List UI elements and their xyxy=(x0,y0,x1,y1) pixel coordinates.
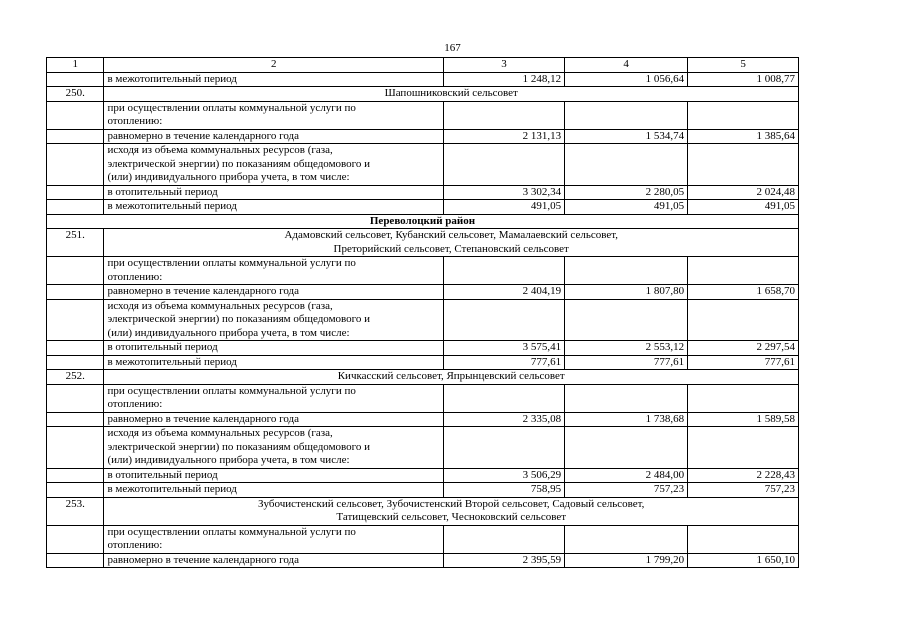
group-row xyxy=(47,229,799,257)
value-col-4: 2 280,05 xyxy=(565,185,688,200)
data-row xyxy=(47,129,799,144)
data-row xyxy=(47,355,799,370)
description-line: при осуществлении оплаты коммунальной услуги по xyxy=(107,384,356,397)
header-col-1: 1 xyxy=(47,58,104,73)
period-label: равномерно в течение календарного года xyxy=(104,129,444,144)
value-col-5: 2 228,43 xyxy=(688,468,799,483)
row-number-empty xyxy=(47,384,104,412)
row-number-empty xyxy=(47,144,104,186)
row-number: 250. xyxy=(47,87,104,102)
period-label: в отопительный период xyxy=(104,468,444,483)
row-number-empty xyxy=(47,185,104,200)
data-row xyxy=(47,285,799,300)
period-label: в межотопительный период xyxy=(104,483,444,498)
description-cell xyxy=(104,525,444,553)
description-line: (или) индивидуального прибора учета, в том числе: xyxy=(107,454,350,466)
row-number-empty xyxy=(47,468,104,483)
group-title-line: Татищевский сельсовет, Чесноковский сельсовет xyxy=(336,511,567,523)
row-number-empty xyxy=(47,72,104,87)
data-row xyxy=(47,553,799,568)
value-cell-empty xyxy=(565,144,688,186)
description-line: электрической энергии) по показаниям общедомового и xyxy=(107,157,371,170)
group-title-cell xyxy=(104,229,799,257)
description-cell xyxy=(104,101,444,129)
value-cell-empty xyxy=(565,427,688,469)
description-row xyxy=(47,299,799,341)
value-cell-empty xyxy=(688,144,799,186)
row-number-empty xyxy=(47,299,104,341)
description-line: электрической энергии) по показаниям общедомового и xyxy=(107,440,371,453)
data-row xyxy=(47,468,799,483)
description-cell xyxy=(104,299,444,341)
value-col-3: 3 575,41 xyxy=(444,341,565,356)
period-label: в межотопительный период xyxy=(104,200,444,215)
row-number: 252. xyxy=(47,370,104,385)
value-cell-empty xyxy=(688,525,799,553)
group-title-line: Шапошниковский сельсовет xyxy=(384,87,518,99)
value-cell-empty xyxy=(565,101,688,129)
value-cell-empty xyxy=(565,384,688,412)
group-row xyxy=(47,370,799,385)
data-row xyxy=(47,412,799,427)
value-col-5: 491,05 xyxy=(688,200,799,215)
region-title: Переволоцкий район xyxy=(47,214,799,229)
period-label: равномерно в течение календарного года xyxy=(104,412,444,427)
value-cell-empty xyxy=(688,427,799,469)
period-label: в отопительный период xyxy=(104,185,444,200)
period-label: в межотопительный период xyxy=(104,72,444,87)
value-col-5: 1 008,77 xyxy=(688,72,799,87)
description-line: электрической энергии) по показаниям общедомового и xyxy=(107,313,371,325)
description-row xyxy=(47,144,799,186)
value-col-5: 1 650,10 xyxy=(688,553,799,568)
row-number-empty xyxy=(47,525,104,553)
row-number-empty xyxy=(47,483,104,498)
row-number: 253. xyxy=(47,497,104,525)
data-row xyxy=(47,483,799,498)
row-number-empty xyxy=(47,257,104,285)
row-number-empty xyxy=(47,427,104,469)
tariff-table xyxy=(46,57,799,568)
value-col-4: 1 056,64 xyxy=(565,72,688,87)
value-col-4: 2 484,00 xyxy=(565,468,688,483)
description-line: (или) индивидуального прибора учета, в том числе: xyxy=(107,171,350,183)
value-col-3: 2 131,13 xyxy=(444,129,565,144)
period-label: равномерно в течение календарного года xyxy=(104,285,444,300)
value-col-3: 2 335,08 xyxy=(444,412,565,427)
description-line: (или) индивидуального прибора учета, в том числе: xyxy=(107,326,350,339)
value-col-4: 777,61 xyxy=(565,355,688,370)
value-cell-empty xyxy=(444,299,565,341)
value-cell-empty xyxy=(444,525,565,553)
description-row xyxy=(47,101,799,129)
description-row xyxy=(47,384,799,412)
description-line: при осуществлении оплаты коммунальной услуги по xyxy=(107,257,356,269)
value-cell-empty xyxy=(444,257,565,285)
value-col-5: 757,23 xyxy=(688,483,799,498)
value-col-3: 1 248,12 xyxy=(444,72,565,87)
data-row xyxy=(47,341,799,356)
period-label: в отопительный период xyxy=(104,341,444,356)
description-cell xyxy=(104,257,444,285)
value-cell-empty xyxy=(688,299,799,341)
value-col-4: 757,23 xyxy=(565,483,688,498)
description-row xyxy=(47,427,799,469)
value-col-5: 1 385,64 xyxy=(688,129,799,144)
description-line: исходя из объема коммунальных ресурсов (газа, xyxy=(107,144,333,156)
table-body xyxy=(47,58,799,568)
value-col-5: 1 589,58 xyxy=(688,412,799,427)
description-line: при осуществлении оплаты коммунальной услуги по xyxy=(107,101,356,114)
description-cell xyxy=(104,384,444,412)
period-label: в межотопительный период xyxy=(104,355,444,370)
header-col-3: 3 xyxy=(444,58,565,73)
page-number: 167 xyxy=(444,42,461,54)
data-row xyxy=(47,200,799,215)
value-cell-empty xyxy=(444,101,565,129)
description-line: отоплению: xyxy=(107,539,163,551)
value-cell-empty xyxy=(444,384,565,412)
value-col-4: 1 534,74 xyxy=(565,129,688,144)
data-row xyxy=(47,185,799,200)
value-col-4: 491,05 xyxy=(565,200,688,215)
group-title-line: Кичкасский сельсовет, Япрынцевский сельсовет xyxy=(337,370,565,382)
value-col-3: 2 404,19 xyxy=(444,285,565,300)
description-row xyxy=(47,257,799,285)
description-cell xyxy=(104,427,444,469)
region-row xyxy=(47,214,799,229)
group-title-cell xyxy=(104,87,799,102)
description-line: при осуществлении оплаты коммунальной услуги по xyxy=(107,525,356,538)
value-col-5: 2 297,54 xyxy=(688,341,799,356)
row-number-empty xyxy=(47,101,104,129)
row-number-empty xyxy=(47,129,104,144)
description-cell xyxy=(104,144,444,186)
value-cell-empty xyxy=(688,257,799,285)
value-col-3: 2 395,59 xyxy=(444,553,565,568)
row-number-empty xyxy=(47,200,104,215)
row-number-empty xyxy=(47,341,104,356)
value-col-3: 3 506,29 xyxy=(444,468,565,483)
period-label: равномерно в течение календарного года xyxy=(104,553,444,568)
data-row xyxy=(47,72,799,87)
description-row xyxy=(47,525,799,553)
value-cell-empty xyxy=(444,144,565,186)
group-title-cell xyxy=(104,497,799,525)
group-row xyxy=(47,87,799,102)
value-cell-empty xyxy=(444,427,565,469)
value-col-4: 1 807,80 xyxy=(565,285,688,300)
value-col-5: 2 024,48 xyxy=(688,185,799,200)
value-col-4: 1 799,20 xyxy=(565,553,688,568)
value-cell-empty xyxy=(688,101,799,129)
value-cell-empty xyxy=(688,384,799,412)
row-number-empty xyxy=(47,355,104,370)
header-col-2: 2 xyxy=(104,58,444,73)
group-title-line: Преторийский сельсовет, Степановский сельсовет xyxy=(333,242,569,255)
value-cell-empty xyxy=(565,299,688,341)
value-col-3: 777,61 xyxy=(444,355,565,370)
value-cell-empty xyxy=(565,257,688,285)
description-line: исходя из объема коммунальных ресурсов (газа, xyxy=(107,427,333,439)
group-row xyxy=(47,497,799,525)
group-title-cell xyxy=(104,370,799,385)
row-number-empty xyxy=(47,412,104,427)
row-number-empty xyxy=(47,285,104,300)
value-col-5: 777,61 xyxy=(688,355,799,370)
value-col-4: 1 738,68 xyxy=(565,412,688,427)
description-line: отоплению: xyxy=(107,398,163,410)
value-col-3: 491,05 xyxy=(444,200,565,215)
row-number-empty xyxy=(47,553,104,568)
group-title-line: Адамовский сельсовет, Кубанский сельсовет, Мамалаевский сельсовет, xyxy=(284,229,618,241)
description-line: отоплению: xyxy=(107,270,163,283)
row-number: 251. xyxy=(47,229,104,257)
header-col-5: 5 xyxy=(688,58,799,73)
group-title-line: Зубочистенский сельсовет, Зубочистенский Второй сельсовет, Садовый сельсовет, xyxy=(258,497,645,510)
header-col-4: 4 xyxy=(565,58,688,73)
value-col-5: 1 658,70 xyxy=(688,285,799,300)
value-cell-empty xyxy=(565,525,688,553)
description-line: исходя из объема коммунальных ресурсов (газа, xyxy=(107,299,333,312)
value-col-3: 758,95 xyxy=(444,483,565,498)
table-header-row xyxy=(47,58,799,73)
value-col-4: 2 553,12 xyxy=(565,341,688,356)
value-col-3: 3 302,34 xyxy=(444,185,565,200)
description-line: отоплению: xyxy=(107,115,163,127)
